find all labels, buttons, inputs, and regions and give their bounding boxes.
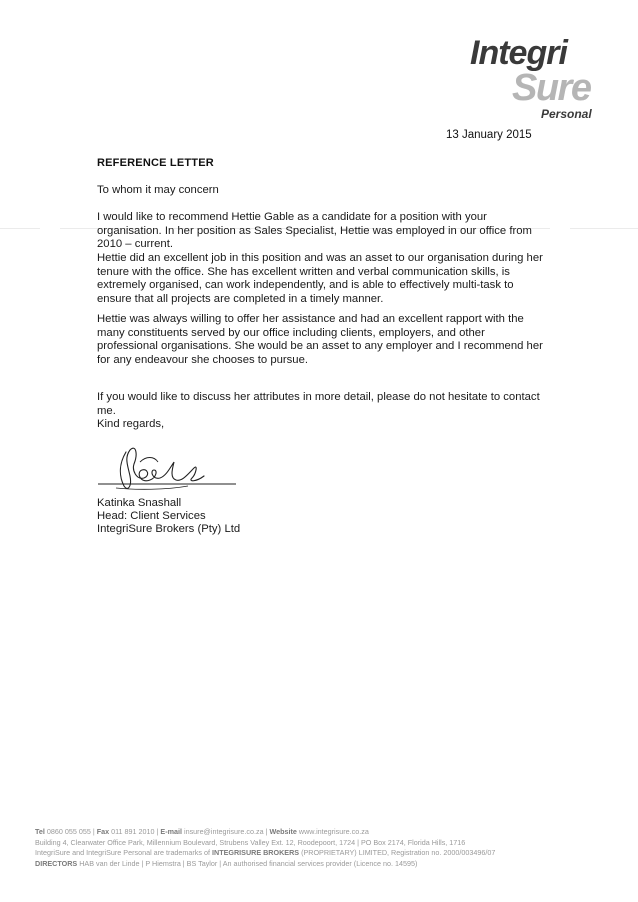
signatory-title: Head: Client Services [97, 510, 206, 522]
signatory-name: Katinka Snashall [97, 497, 182, 509]
paragraph-3: Hettie was always willing to offer her assistance and had an excellent rapport with the many constituents served by our office including clients, employers, and other professional organisations. She would be an asset to any employer and I recommend her for any endeavour she chooses to pursue. [97, 313, 543, 366]
handwritten-signature [96, 440, 241, 496]
svg-text:Sure: Sure [512, 67, 591, 109]
signatory-company: IntegriSure Brokers (Pty) Ltd [97, 523, 241, 535]
salutation: To whom it may concern [97, 184, 219, 196]
letter-title: REFERENCE LETTER [97, 157, 214, 169]
closing: Kind regards, [97, 418, 165, 430]
paragraph-4: If you would like to discuss her attributes in more detail, please do not hesitate to contact me. [97, 391, 540, 417]
paragraph-2: Hettie did an excellent job in this position and was an asset to our organisation during her tenure with the office. She has excellent written and verbal communication skills, is extremely organised, can work independently, and is able to effectively multi-task to ensure that all projects are completed in a timely manner. [97, 252, 543, 305]
paragraph-1: I would like to recommend Hettie Gable as a candidate for a position with your organisation. In her position as Sales Specialist, Hettie was employed in our office from 2010 – current. [97, 211, 532, 251]
integrisure-logo [470, 32, 610, 122]
footer-directors-line: DIRECTORS HAB van der Linde | P Hiemstra | BS Taylor | An authorised financial services provider (Licence no. 14595) [35, 858, 418, 868]
letter-date: 13 January 2015 [446, 129, 532, 141]
footer-address-line: Building 4, Clearwater Office Park, Millennium Boulevard, Strubens Valley Ext. 12, Roodepoort, 1724 | PO Box 2174, Florida Hills, 1716 [35, 837, 466, 847]
svg-text:Integri: Integri [470, 34, 567, 72]
footer-contact-line: Tel 0860 055 055 | Fax 011 891 2010 | E-mail insure@integrisure.co.za | Website www.integrisure.co.za [35, 827, 369, 836]
letterhead-footer [35, 827, 595, 869]
footer-trademark-line: IntegriSure and IntegriSure Personal are trademarks of INTEGRISURE BROKERS (PROPRIETARY) LIMITED, Registration no. 2000/003496/07 [35, 848, 496, 857]
svg-text:Personal: Personal [541, 107, 592, 121]
